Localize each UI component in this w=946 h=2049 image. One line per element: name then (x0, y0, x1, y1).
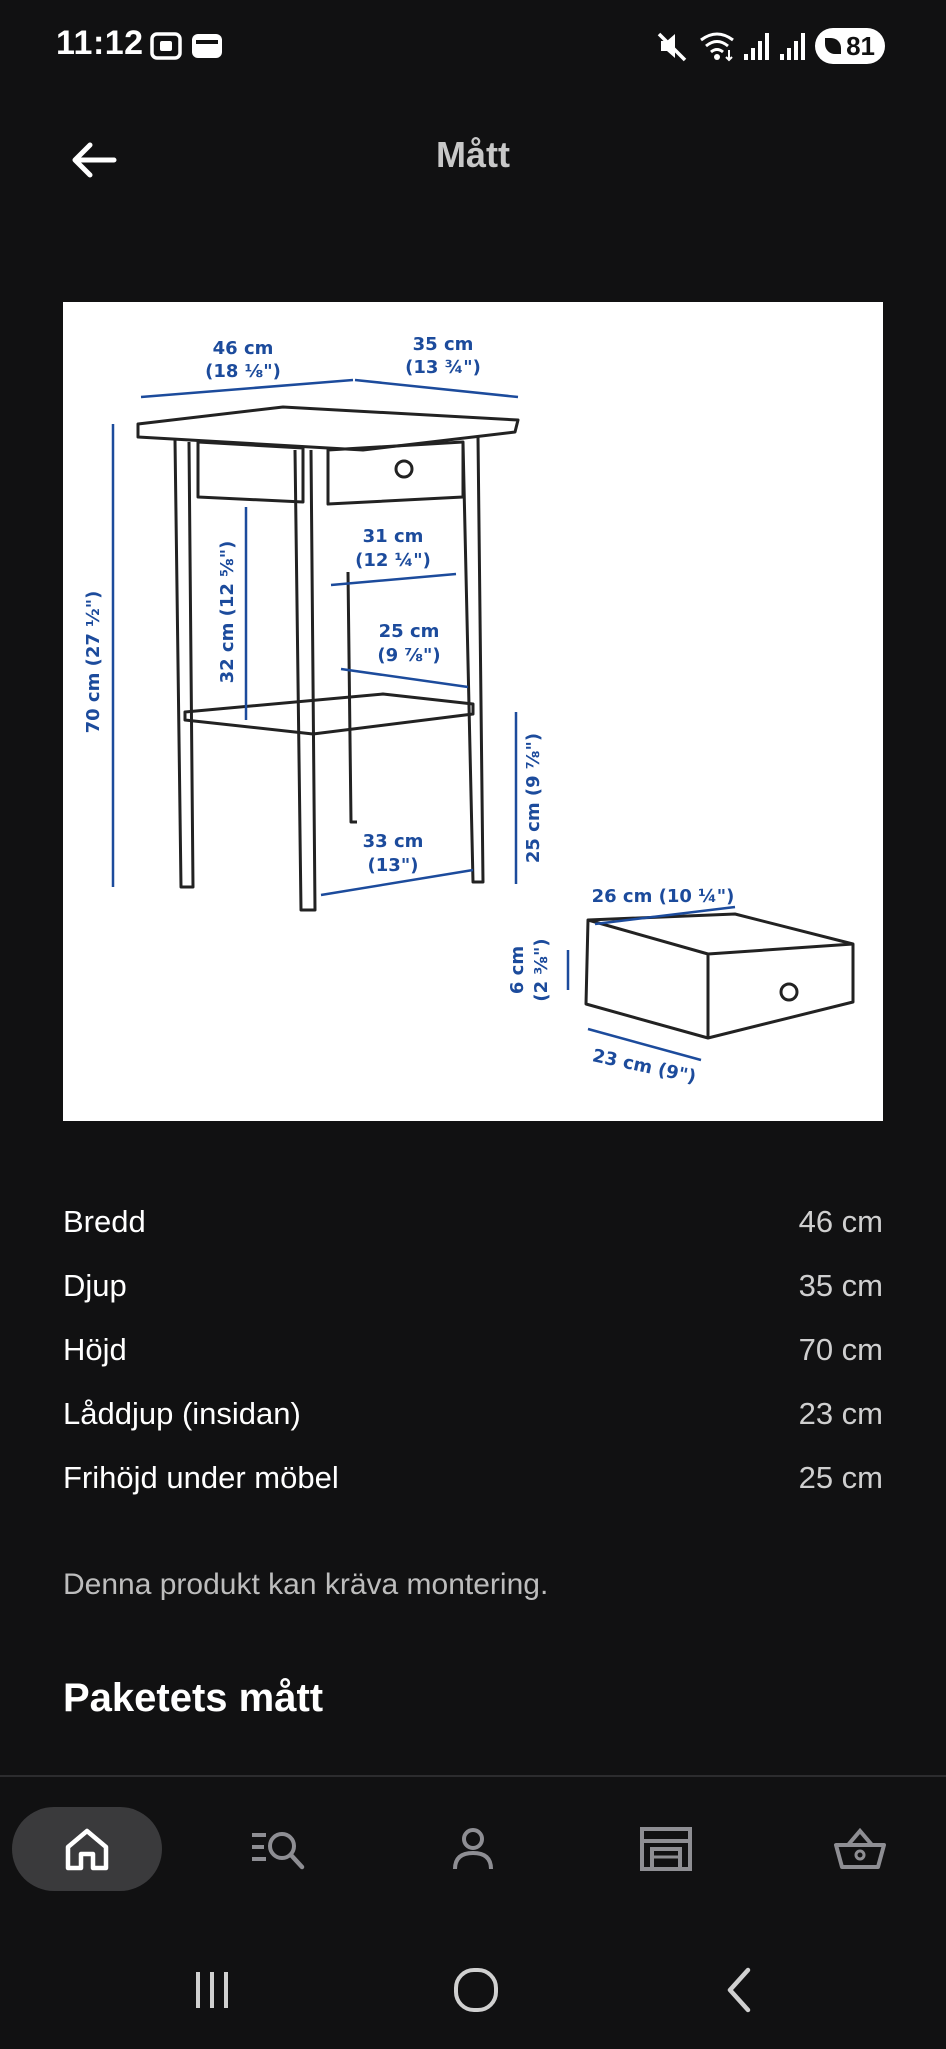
status-time: 11:12 (56, 24, 144, 62)
dim-height: 70 cm (27 ½") (83, 590, 104, 734)
dimension-specs (63, 1190, 883, 1510)
spec-row (63, 1190, 883, 1254)
dim-depth-cm: 35 cm (412, 334, 474, 355)
assembly-note: Denna produkt kan kräva montering. (63, 1568, 549, 1601)
dimension-diagram (63, 302, 883, 1121)
back-system-button[interactable] (700, 1960, 780, 2020)
battery-icon (815, 28, 885, 64)
spec-value: 35 cm (798, 1268, 883, 1303)
recents-icon (190, 1968, 234, 2012)
spec-label: Låddjup (insidan) (63, 1396, 301, 1431)
basket-icon (832, 1825, 888, 1873)
package-dimensions-heading[interactable]: Paketets mått (63, 1676, 324, 1720)
dim-base-in: (13") (367, 855, 419, 876)
spec-row (63, 1446, 883, 1510)
nightstand-dimension-drawing (63, 302, 883, 1121)
dim-floor-height: 25 cm (9 ⅞") (523, 732, 544, 864)
spec-label: Frihöjd under möbel (63, 1460, 339, 1495)
spec-label: Bredd (63, 1204, 146, 1239)
store-icon (638, 1825, 694, 1873)
dim-width-in: (18 ⅛") (205, 361, 281, 382)
dim-shelf-width-in: (12 ¼") (355, 550, 431, 571)
app-header (0, 110, 946, 200)
nav-home[interactable] (12, 1807, 162, 1891)
battery-level: 81 (846, 30, 875, 61)
bottom-navigation (0, 1777, 946, 1927)
profile-icon (449, 1825, 497, 1873)
dim-depth-in: (13 ¾") (405, 357, 481, 378)
spec-label: Djup (63, 1268, 127, 1303)
search-list-icon (248, 1825, 308, 1873)
knob-icon (396, 461, 412, 477)
system-navigation-bar (0, 1930, 946, 2049)
battery-saver-icon (825, 38, 841, 54)
spec-row (63, 1318, 883, 1382)
dim-width-cm: 46 cm (212, 338, 274, 359)
spec-row (63, 1382, 883, 1446)
home-system-button[interactable] (436, 1960, 516, 2020)
dim-shelf-depth-in: (9 ⅞") (377, 645, 441, 666)
wallet-icon (190, 28, 224, 64)
nav-basket[interactable] (785, 1807, 935, 1891)
spec-row (63, 1254, 883, 1318)
dim-drawer-width: 26 cm (10 ¼") (591, 886, 735, 907)
spec-value: 46 cm (798, 1204, 883, 1239)
wifi-icon (697, 28, 737, 64)
mute-icon (655, 28, 689, 64)
spec-value: 70 cm (798, 1332, 883, 1367)
nav-search[interactable] (203, 1807, 353, 1891)
spec-label: Höjd (63, 1332, 127, 1367)
recents-button[interactable] (172, 1960, 252, 2020)
page-title: Mått (436, 134, 510, 175)
home-icon (62, 1825, 112, 1873)
dim-base-cm: 33 cm (362, 831, 424, 852)
back-chevron-icon (720, 1966, 760, 2014)
signal-icon-2 (778, 28, 808, 64)
dim-shelf-depth-cm: 25 cm (378, 621, 440, 642)
dim-drawer-height-cm: 6 cm (507, 945, 528, 995)
dim-shelf-width-cm: 31 cm (362, 526, 424, 547)
signal-icon (742, 28, 772, 64)
nav-store[interactable] (591, 1807, 741, 1891)
status-bar (0, 0, 946, 96)
spec-value: 23 cm (798, 1396, 883, 1431)
dim-drawer-height-in: (2 ⅜") (531, 938, 552, 1002)
screenshot-icon (148, 28, 184, 64)
dim-drawer-depth: 23 cm (9") (590, 1045, 698, 1088)
nav-profile[interactable] (398, 1807, 548, 1891)
spec-value: 25 cm (798, 1460, 883, 1495)
dim-inner-height: 32 cm (12 ⅝") (217, 540, 238, 684)
home-circle-icon (452, 1966, 500, 2014)
